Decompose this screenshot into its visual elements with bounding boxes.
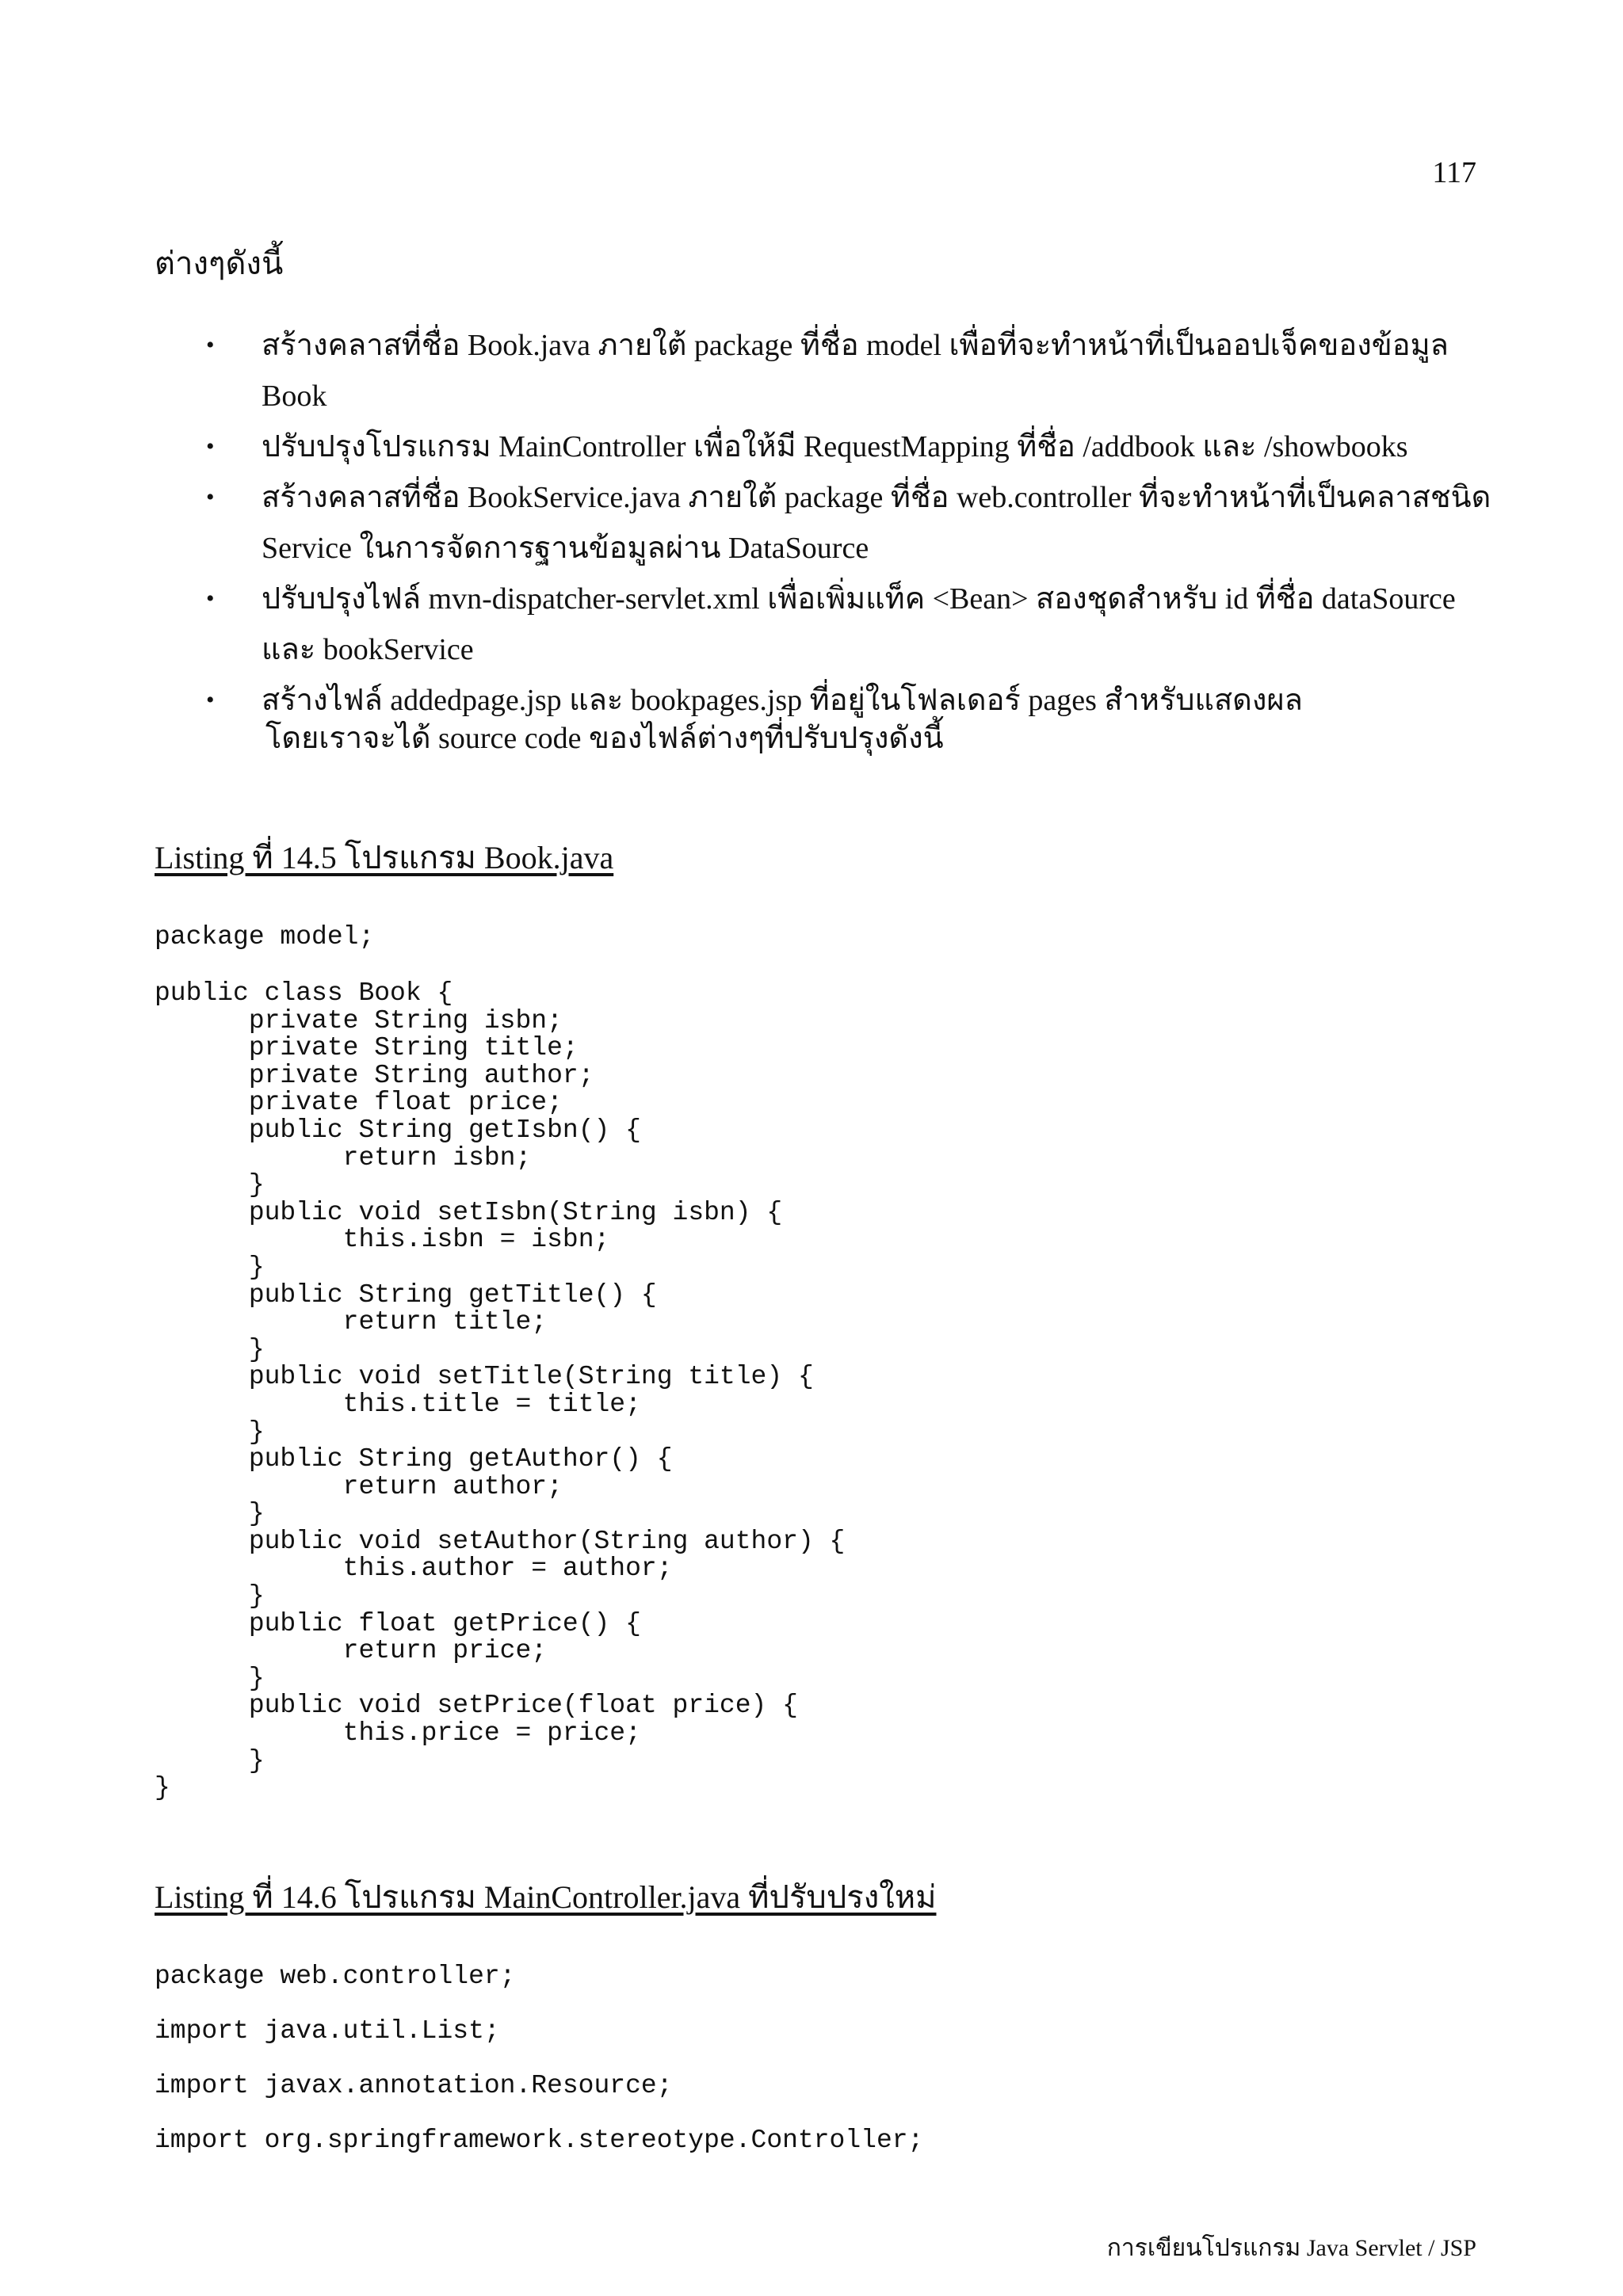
code-package-line: package model; [155,922,375,952]
list-item [206,421,1514,472]
list-item-text: สร้างคลาสที่ชื่อ Book.java ภายใต้ package ที่ชื่อ model เพื่อที่จะทำหน้าที่เป็นออปเจ็คของข้อมูล Book [262,329,1449,413]
list-item-text: สร้างคลาสที่ชื่อ BookService.java ภายใต้ package ที่ชื่อ web.controller ที่จะทำหน้าที่เป็นคลาสชนิด Service ในการจัดการฐานข้อมูลผ่าน DataSource [262,481,1491,565]
bullet-icon: • [206,687,215,713]
list-item-text: สร้างไฟล์ addedpage.jsp และ bookpages.jsp ที่อยู่ในโฟลเดอร์ pages สำหรับแสดงผล [262,684,1303,717]
code-line: package web.controller; [155,1962,516,1991]
listing-title: Listing ที่ 14.6 โปรแกรม MainController.java ที่ปรับปรงใหม่ [155,1879,937,1915]
code-block [155,1963,923,2182]
bullet-icon: • [206,433,215,460]
list-item [206,574,1514,675]
bullet-icon: • [206,332,215,358]
list-item-text: ปรับปรุงโปรแกรม MainController เพื่อให้มี RequestMapping ที่ชื่อ /addbook และ /showbooks [262,430,1408,463]
list-item [206,472,1514,574]
code-line: import java.util.List; [155,2016,500,2046]
bullet-icon: • [206,484,215,510]
task-list [206,320,1514,726]
page-footer: การเขียนโปรแกรม Java Servlet / JSP [1106,2235,1476,2261]
summary-text: โดยเราจะได้ source code ของไฟล์ต่างๆที่ปรับปรุงดังนี้ [265,722,944,755]
page-number: 117 [1432,156,1476,189]
listing-title: Listing ที่ 14.5 โปรแกรม Book.java [155,840,614,875]
code-line: import javax.annotation.Resource; [155,2071,673,2100]
code-line: import org.springframework.stereotype.Controller; [155,2126,924,2155]
list-item [206,320,1514,421]
code-block: public class Book { private String isbn; private String title; private String author; private float price; public String getIsbn() { return isbn; } public void setIsbn(String isbn) { this.isbn = isbn; } public String getTitle() { return title; } public void setTitle(String title) { this.title = title; } public String getAuthor() { return author; } public void setAuthor(String author) { this.author = author; } public float getPrice() { return price; } public void setPrice(float price) { this.price = price; } } [155,978,846,1803]
intro-text: ต่างๆดังนี้ [155,246,284,281]
bullet-icon: • [206,585,215,612]
list-item-text: ปรับปรุงไฟล์ mvn-dispatcher-servlet.xml เพื่อเพิ่มแท็ค <Bean> สองชุดสำหรับ id ที่ชื่อ dataSource และ bookService [262,582,1456,666]
